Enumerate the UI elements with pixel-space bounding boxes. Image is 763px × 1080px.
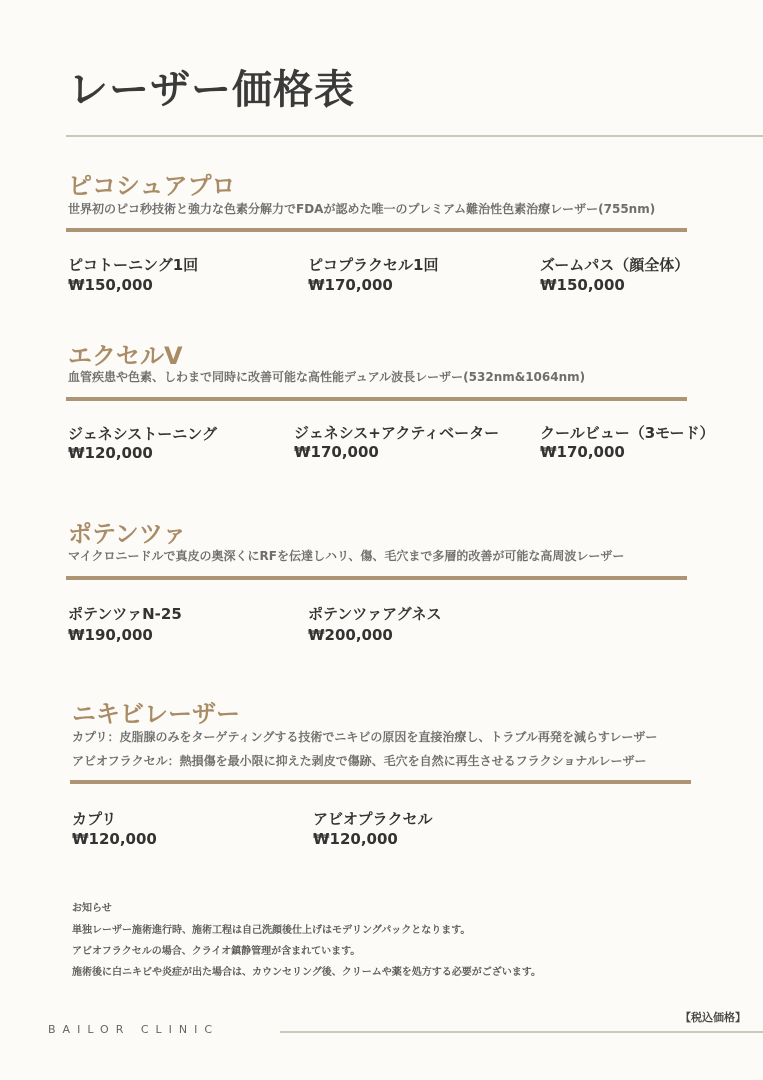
section-description: 血管疾患や色素、しわまで同時に改善可能な高性能デュアル波長レーザー(532nm&1064nm) — [68, 370, 586, 384]
section-title-excel-v: エクセルV — [68, 342, 183, 370]
notice-heading: お知らせ — [72, 903, 112, 914]
notice-line: アビオフラクセルの場合、クライオ鎮静管理が含まれています。 — [72, 946, 361, 957]
section-title-picosure: ピコシュアプロ — [68, 172, 236, 200]
tax-note: 【税込価格】 — [680, 1011, 746, 1024]
item-price: ₩170,000 — [294, 443, 379, 461]
section-description: マイクロニードルで真皮の奥深くにRFを伝達しハリ、傷、毛穴まで多層的改善が可能な高周波レーザー — [68, 549, 625, 563]
notice-line: 単独レーザー施術進行時、施術工程は自己洗顔後仕上げはモデリングパックとなります。 — [72, 925, 471, 936]
section-description: カプリ：皮脂腺のみをターゲティングする技術でニキビの原因を直接治療し、トラブル再発を減らすレーザー — [72, 730, 658, 744]
item-price: ₩150,000 — [540, 276, 625, 294]
item-name: ポテンツァアグネス — [308, 605, 442, 623]
item-name: ジェネシス+アクティベーター — [294, 424, 500, 442]
item-name: ピコプラクセル1回 — [308, 256, 439, 274]
section-title-potenza: ポテンツァ — [68, 520, 187, 548]
item-price: ₩190,000 — [68, 626, 153, 644]
item-price: ₩120,000 — [72, 830, 157, 848]
item-price: ₩200,000 — [308, 626, 393, 644]
title-divider — [66, 135, 763, 137]
section-divider — [66, 397, 687, 401]
footer-divider — [280, 1031, 763, 1033]
brand-name: BAILOR CLINIC — [48, 1023, 220, 1036]
section-description: アビオフラクセル：熱損傷を最小限に抑えた剥皮で傷跡、毛穴を自然に再生させるフラクショナルレーザー — [72, 754, 647, 768]
item-price: ₩170,000 — [540, 443, 625, 461]
item-name: ポテンツァN-25 — [68, 605, 182, 623]
item-price: ₩120,000 — [68, 444, 153, 462]
item-name: ジェネシストーニング — [68, 425, 217, 443]
section-divider — [66, 576, 687, 580]
item-name: カプリ — [72, 810, 117, 828]
section-title-acne-laser: ニキビレーザー — [72, 700, 240, 728]
item-name: アビオプラクセル — [313, 810, 433, 828]
page-title: レーザー価格表 — [68, 67, 355, 113]
section-divider — [70, 780, 691, 784]
item-price: ₩170,000 — [308, 276, 393, 294]
section-description: 世界初のピコ秒技術と強力な色素分解力でFDAが認めた唯一のプレミアム難治性色素治療レーザー(755nm) — [68, 202, 656, 216]
notice-line: 施術後に白ニキビや炎症が出た場合は、カウンセリング後、クリームや薬を処方する必要がございます。 — [72, 967, 541, 978]
section-divider — [66, 228, 687, 232]
item-name: ズームパス（顔全体） — [540, 256, 690, 274]
item-price: ₩150,000 — [68, 276, 153, 294]
item-price: ₩120,000 — [313, 830, 398, 848]
item-name: ピコトーニング1回 — [68, 256, 199, 274]
item-name: クールビュー（3モード） — [540, 424, 715, 442]
